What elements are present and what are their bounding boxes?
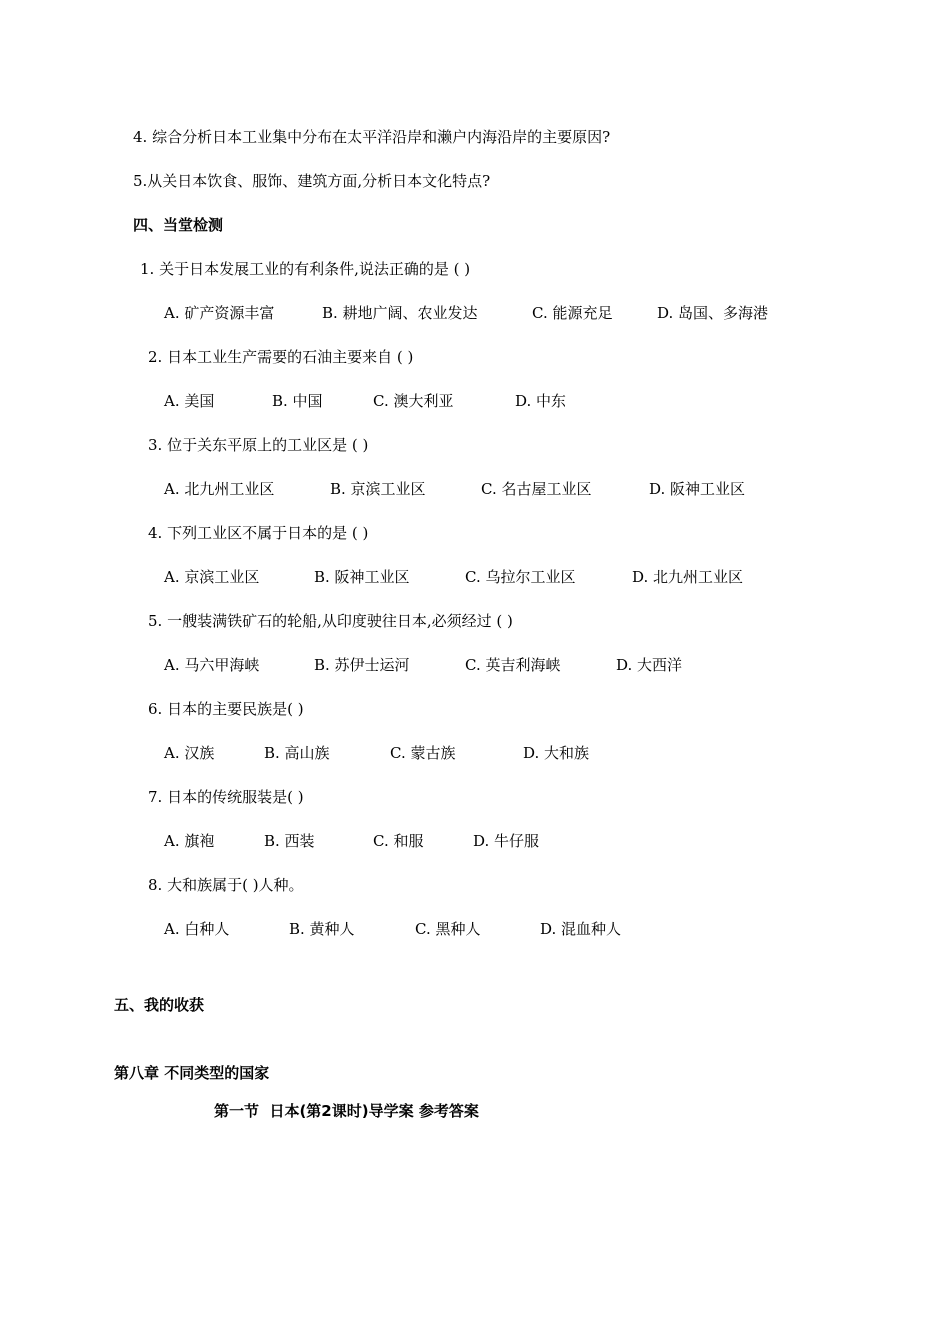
quiz-question-4: 4. 下列工业区不属于日本的是 ( ) xyxy=(148,524,369,542)
quiz-q6-option-b: B. 高山族 xyxy=(264,744,330,762)
quiz-q7-option-b: B. 西装 xyxy=(264,832,315,850)
quiz-q6-option-c: C. 蒙古族 xyxy=(390,744,456,762)
quiz-q4-option-b: B. 阪神工业区 xyxy=(314,568,410,586)
quiz-q1-option-b: B. 耕地广阔、农业发达 xyxy=(322,304,478,322)
quiz-q7-option-c: C. 和服 xyxy=(373,832,424,850)
quiz-q5-option-a: A. 马六甲海峡 xyxy=(164,656,260,674)
quiz-q1-option-d: D. 岛国、多海港 xyxy=(657,304,769,322)
chapter-title: 第八章 不同类型的国家 xyxy=(114,1064,270,1082)
quiz-q3-option-c: C. 名古屋工业区 xyxy=(481,480,592,498)
quiz-q1-option-a: A. 矿产资源丰富 xyxy=(164,304,275,322)
quiz-q7-option-d: D. 牛仔服 xyxy=(473,832,540,850)
quiz-q4-option-a: A. 京滨工业区 xyxy=(164,568,260,586)
quiz-q5-option-d: D. 大西洋 xyxy=(616,656,683,674)
quiz-question-5: 5. 一艘装满铁矿石的轮船,从印度驶往日本,必须经过 ( ) xyxy=(148,612,513,630)
quiz-question-6: 6. 日本的主要民族是( ) xyxy=(148,700,304,718)
quiz-question-2: 2. 日本工业生产需要的石油主要来自 ( ) xyxy=(148,348,414,366)
quiz-q4-option-d: D. 北九州工业区 xyxy=(632,568,744,586)
quiz-q2-option-c: C. 澳大利亚 xyxy=(373,392,454,410)
quiz-q6-option-a: A. 汉族 xyxy=(164,744,215,762)
section-heading-quiz: 四、当堂检测 xyxy=(133,216,224,234)
quiz-question-1: 1. 关于日本发展工业的有利条件,说法正确的是 ( ) xyxy=(140,260,471,278)
quiz-q3-option-b: B. 京滨工业区 xyxy=(330,480,426,498)
quiz-q5-option-b: B. 苏伊士运河 xyxy=(314,656,410,674)
quiz-q2-option-b: B. 中国 xyxy=(272,392,323,410)
quiz-q7-option-a: A. 旗袍 xyxy=(164,832,215,850)
section-heading-gains: 五、我的收获 xyxy=(114,996,205,1014)
answer-key-subtitle: 第一节 日本(第2课时)导学案 参考答案 xyxy=(214,1102,479,1120)
open-question-4: 4. 综合分析日本工业集中分布在太平洋沿岸和濑户内海沿岸的主要原因? xyxy=(133,128,611,146)
quiz-q5-option-c: C. 英吉利海峡 xyxy=(465,656,561,674)
quiz-q6-option-d: D. 大和族 xyxy=(523,744,590,762)
quiz-question-7: 7. 日本的传统服装是( ) xyxy=(148,788,304,806)
quiz-q8-option-b: B. 黄种人 xyxy=(289,920,355,938)
quiz-q8-option-a: A. 白种人 xyxy=(164,920,230,938)
quiz-q4-option-c: C. 乌拉尔工业区 xyxy=(465,568,576,586)
quiz-q3-option-a: A. 北九州工业区 xyxy=(164,480,275,498)
quiz-q2-option-d: D. 中东 xyxy=(515,392,567,410)
quiz-q3-option-d: D. 阪神工业区 xyxy=(649,480,746,498)
open-question-5: 5.从关日本饮食、服饰、建筑方面,分析日本文化特点? xyxy=(133,172,491,190)
quiz-q8-option-c: C. 黑种人 xyxy=(415,920,481,938)
quiz-question-3: 3. 位于关东平原上的工业区是 ( ) xyxy=(148,436,369,454)
quiz-question-8: 8. 大和族属于( )人种。 xyxy=(148,876,304,894)
quiz-q8-option-d: D. 混血种人 xyxy=(540,920,622,938)
quiz-q2-option-a: A. 美国 xyxy=(164,392,215,410)
quiz-q1-option-c: C. 能源充足 xyxy=(532,304,613,322)
